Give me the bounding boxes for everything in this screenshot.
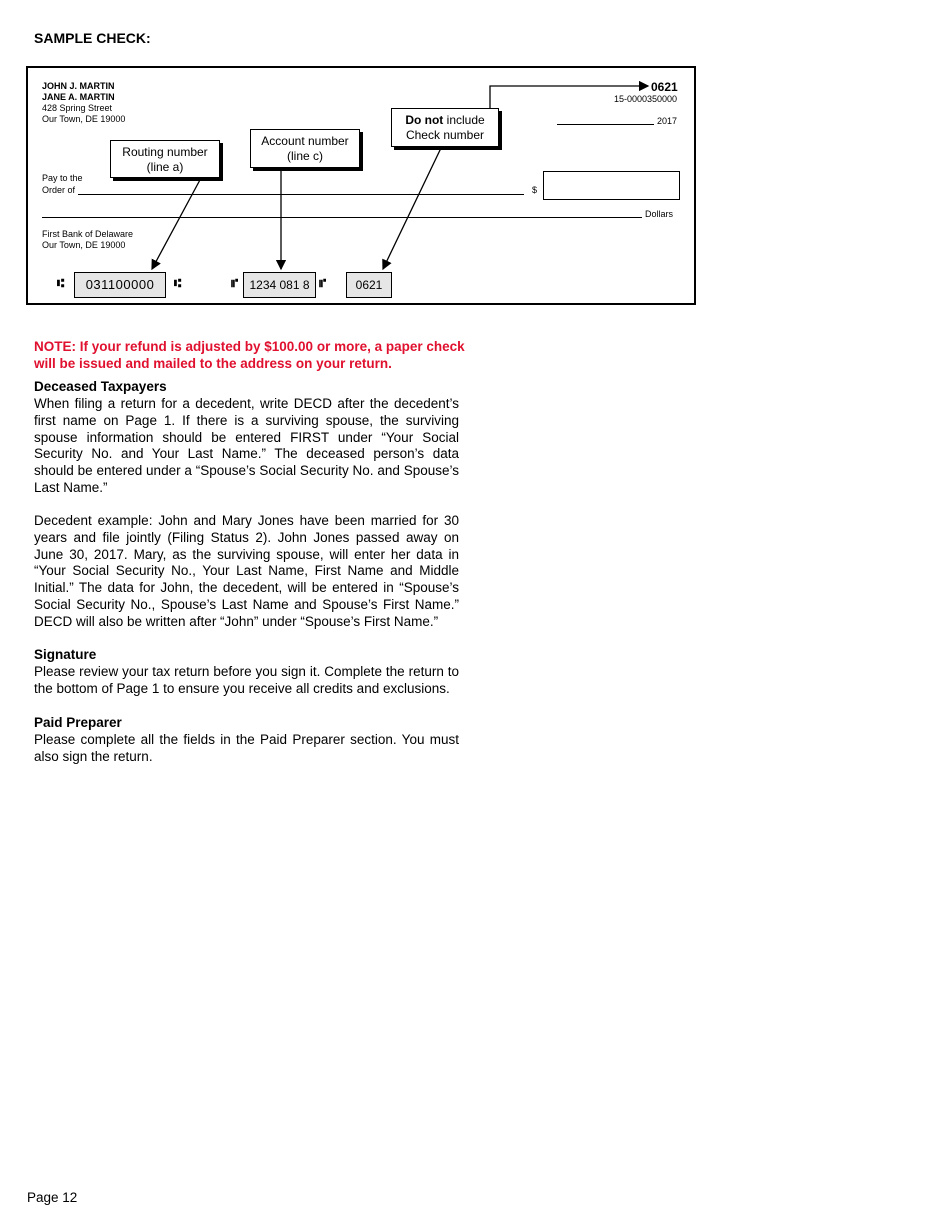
refund-note: NOTE: If your refund is adjusted by $100.00 or more, a paper check will be issued and mailed to the address on your return. (34, 339, 465, 371)
signature-paragraph: Please review your tax return before you sign it. Complete the return to the bottom of Page 1 to ensure you receive all credits and exclusions. (34, 664, 459, 696)
check-name-2: JANE A. MARTIN (42, 92, 115, 102)
fraction-code: 15-0000350000 (614, 94, 678, 104)
account-callout (250, 129, 360, 168)
deceased-paragraph-2: Decedent example: John and Mary Jones have been married for 30 years and file jointly (Filing Status 2). John Jones passed away on June 30, 2017. Mary, as the surviving spouse, will enter her data in “Your Social Security No., Your Last Name, First Name and Middle Initial.” The data for John, the decedent, will be entered in “Spouse’s Social Security No., Spouse’s Last Name and Spouse’s First Name.” DECD will also be written after “John” under “Spouse’s First Name.” (34, 513, 459, 629)
bank-city: Our Town, DE 19000 (42, 240, 126, 250)
pay-to-label: Pay to the (42, 173, 83, 183)
check-city: Our Town, DE 19000 (42, 114, 126, 124)
order-of-label: Order of (42, 185, 76, 195)
deceased-paragraph-1: When filing a return for a decedent, write DECD after the decedent’s first name on Page 1. If there is a surviving spouse, the surviving spouse information should be entered FIRST under “Your Social Security No. and Your Last Name.” The deceased person’s data should be entered under a “Spouse’s Social Security No. and Spouse’s Last Name.” (34, 396, 459, 495)
transit-symbol-icon: ⑆ (57, 276, 64, 290)
checknum-callout-line1 (398, 113, 492, 128)
signature-heading: Signature (34, 647, 97, 662)
account-callout-line2: (line c) (286, 149, 323, 163)
routing-callout (110, 140, 220, 178)
account-number-box: 1234 081 8 (243, 272, 316, 298)
checknum-callout-rest: include (443, 113, 485, 127)
transit-symbol-end-icon: ⑆ (174, 276, 181, 290)
page-number: Page 12 (27, 1190, 78, 1205)
micr-check-number-box: 0621 (346, 272, 392, 298)
routing-number-box: 031100000 (74, 272, 166, 298)
on-us-symbol-end-icon: ⑈ (319, 276, 326, 290)
routing-callout-line1: Routing number (122, 145, 208, 159)
deceased-heading: Deceased Taxpayers (34, 379, 167, 394)
check-street: 428 Spring Street (42, 103, 113, 113)
routing-callout-line2: (line a) (146, 160, 184, 174)
dollars-label: Dollars (645, 209, 674, 219)
checknum-callout-line2: Check number (405, 128, 485, 142)
preparer-paragraph: Please complete all the fields in the Paid Preparer section. You must also sign the return. (34, 732, 459, 764)
checknum-arrow (383, 148, 441, 269)
on-us-symbol-icon: ⑈ (231, 276, 238, 290)
check-year: 2017 (657, 116, 678, 126)
dollar-sign: $ (532, 185, 538, 195)
bank-name: First Bank of Delaware (42, 229, 134, 239)
account-callout-line1: Account number (261, 134, 349, 148)
checknum-callout-bold: Do not (405, 113, 444, 127)
section-title: SAMPLE CHECK: (34, 30, 151, 46)
check-number: 0621 (651, 80, 678, 94)
check-name-1: JOHN J. MARTIN (42, 81, 115, 91)
preparer-heading: Paid Preparer (34, 715, 122, 730)
routing-arrow (152, 178, 201, 269)
checknum-top-arrow (490, 86, 648, 108)
checknum-callout (391, 108, 499, 147)
